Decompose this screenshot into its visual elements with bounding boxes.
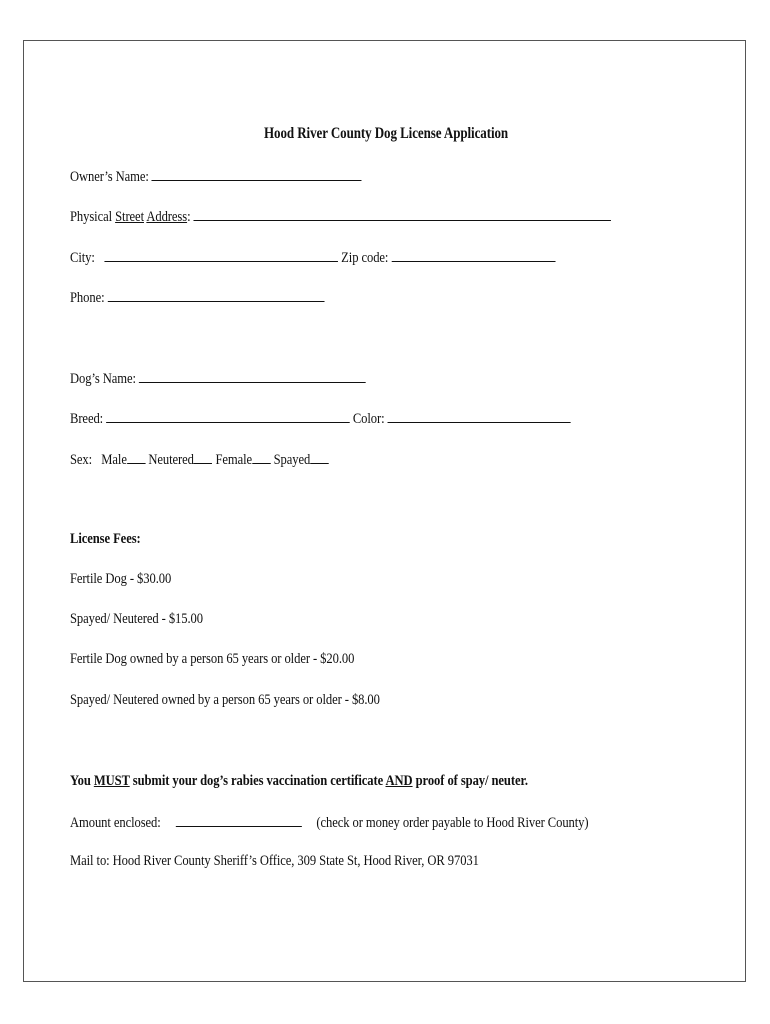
address-label-suffix: : bbox=[187, 209, 191, 225]
fee-item: Spayed/ Neutered - $15.00 bbox=[70, 611, 203, 627]
sex-label: Sex: bbox=[70, 452, 93, 468]
sex-spayed-blank[interactable] bbox=[310, 449, 328, 464]
color-label: Color: bbox=[352, 411, 385, 427]
notice-part1: You bbox=[70, 773, 94, 789]
fee-item: Fertile Dog owned by a person 65 years or older - $20.00 bbox=[70, 651, 355, 667]
notice-part3: proof of spay/ neuter. bbox=[412, 773, 528, 789]
sex-option-female: Female bbox=[215, 452, 253, 468]
owner-name-label: Owner’s Name: bbox=[70, 169, 149, 185]
city-zip-row bbox=[70, 247, 555, 267]
sex-option-male: Male bbox=[101, 452, 127, 468]
dog-name-field[interactable] bbox=[139, 368, 366, 383]
sex-neutered-blank[interactable] bbox=[194, 449, 212, 464]
form-title: Hood River County Dog License Application bbox=[264, 125, 509, 142]
sex-female-blank[interactable] bbox=[252, 449, 270, 464]
sex-male-blank[interactable] bbox=[127, 449, 145, 464]
address-label-prefix: Physical bbox=[70, 209, 116, 225]
sex-option-neutered: Neutered bbox=[148, 452, 194, 468]
fees-heading: License Fees: bbox=[70, 531, 141, 547]
phone-label: Phone: bbox=[70, 290, 105, 306]
owner-name-field[interactable] bbox=[152, 166, 362, 181]
fee-item: Spayed/ Neutered owned by a person 65 years or older - $8.00 bbox=[70, 692, 380, 708]
city-label: City: bbox=[70, 250, 95, 266]
amount-label: Amount enclosed: bbox=[70, 815, 161, 831]
breed-label: Breed: bbox=[70, 411, 104, 427]
address-field[interactable] bbox=[194, 206, 611, 221]
owner-name-row bbox=[70, 166, 362, 186]
fee-item: Fertile Dog - $30.00 bbox=[70, 571, 172, 587]
zip-label: Zip code: bbox=[341, 250, 389, 266]
requirement-notice bbox=[70, 772, 528, 790]
notice-part2: submit your dog’s rabies vaccination certificate bbox=[129, 773, 386, 789]
city-field[interactable] bbox=[105, 247, 339, 262]
address-label-street: Street bbox=[115, 209, 144, 225]
dog-name-row bbox=[70, 368, 366, 388]
phone-row bbox=[70, 287, 324, 307]
address-row bbox=[70, 206, 611, 226]
zip-field[interactable] bbox=[391, 247, 555, 262]
notice-must: MUST bbox=[93, 773, 130, 789]
breed-color-row bbox=[70, 408, 571, 428]
notice-and: AND bbox=[385, 773, 413, 789]
mail-to: Mail to: Hood River County Sheriff’s Office, 309 State St, Hood River, OR 97031 bbox=[70, 853, 479, 869]
amount-note: (check or money order payable to Hood River County) bbox=[316, 815, 589, 831]
sex-row bbox=[70, 449, 329, 469]
phone-field[interactable] bbox=[108, 287, 325, 302]
address-label-address: Address bbox=[146, 209, 188, 225]
breed-field[interactable] bbox=[106, 408, 350, 423]
amount-row bbox=[70, 812, 589, 832]
sex-option-spayed: Spayed bbox=[273, 452, 311, 468]
color-field[interactable] bbox=[388, 408, 571, 423]
dog-name-label: Dog’s Name: bbox=[70, 371, 136, 387]
amount-field[interactable] bbox=[176, 812, 302, 827]
